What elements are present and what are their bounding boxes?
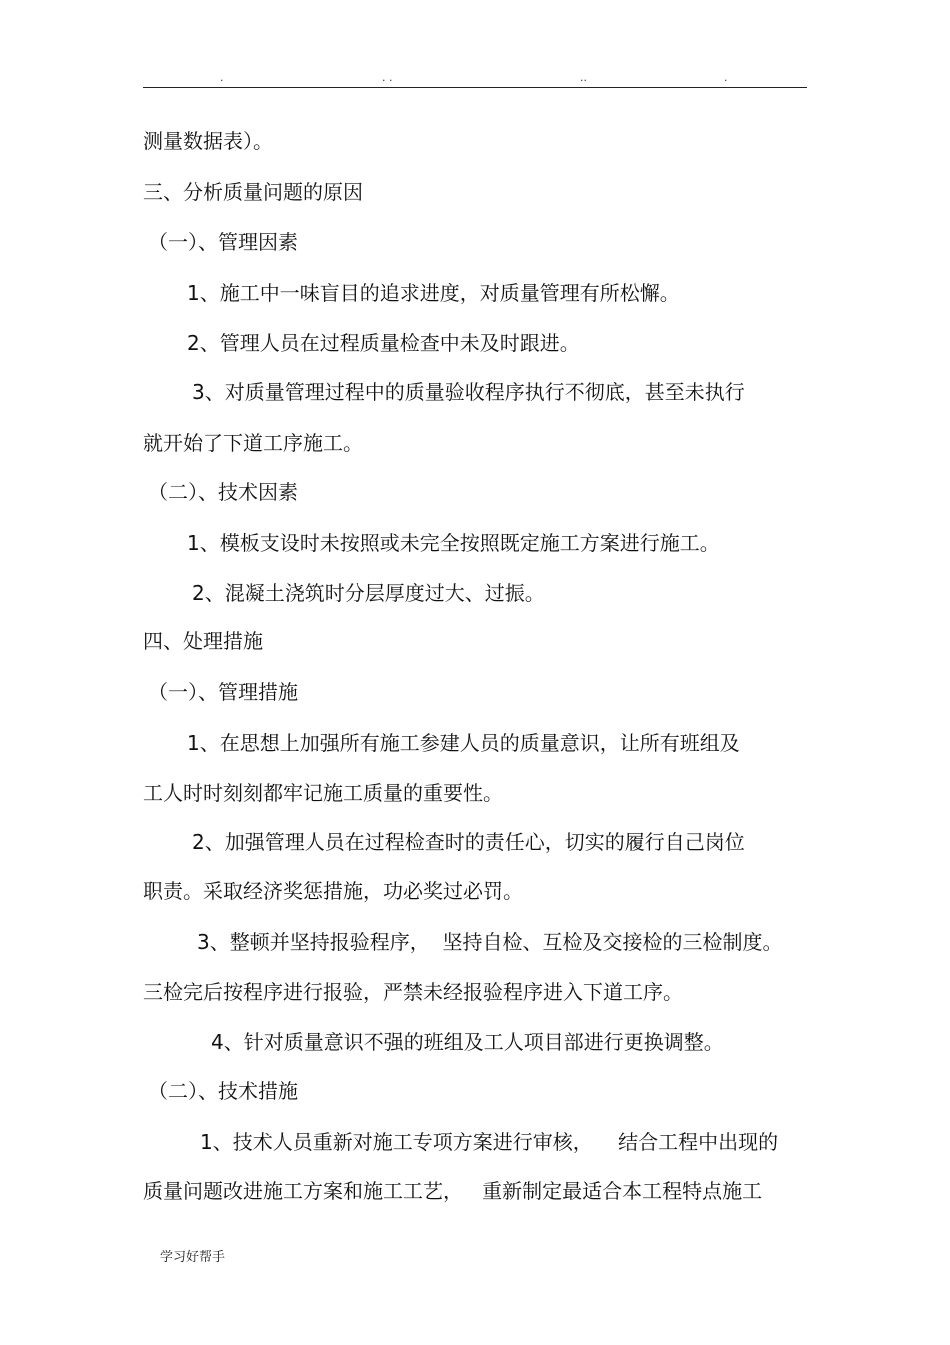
list-item: 3、整顿并坚持报验程序， 坚持自检、互检及交接检的三检制度。 — [197, 930, 783, 954]
header-dot: .. — [580, 71, 587, 84]
section-heading: 四、处理措施 — [143, 629, 263, 653]
header-dot: . . — [382, 71, 393, 84]
subsection-heading: （一）、管理措施 — [148, 680, 298, 704]
subsection-heading: （一）、管理因素 — [148, 230, 298, 254]
header-dot: . — [724, 71, 728, 84]
list-item: 2、加强管理人员在过程检查时的责任心，切实的履行自己岗位 — [192, 830, 745, 854]
list-item: 1、技术人员重新对施工专项方案进行审核， 结合工程中出现的 — [200, 1130, 779, 1154]
list-item: 4、针对质量意识不强的班组及工人项目部进行更换调整。 — [211, 1030, 724, 1054]
text-line: 工人时时刻刻都牢记施工质量的重要性。 — [143, 781, 503, 805]
list-item: 3、对质量管理过程中的质量验收程序执行不彻底，甚至未执行 — [192, 380, 745, 404]
list-item: 2、管理人员在过程质量检查中未及时跟进。 — [187, 331, 580, 355]
section-heading: 三、分析质量问题的原因 — [143, 180, 363, 204]
header-rule — [143, 87, 807, 88]
text-line: 职责。采取经济奖惩措施，功必奖过必罚。 — [143, 879, 523, 903]
list-item: 1、在思想上加强所有施工参建人员的质量意识，让所有班组及 — [187, 731, 740, 755]
footer-text: 学习好帮手 — [160, 1250, 226, 1265]
list-item: 1、模板支设时未按照或未完全按照既定施工方案进行施工。 — [187, 531, 720, 555]
list-item: 1、施工中一味盲目的追求进度，对质量管理有所松懈。 — [187, 281, 680, 305]
subsection-heading: （二）、技术因素 — [148, 480, 298, 504]
header-dot: . — [220, 71, 224, 84]
text-line: 就开始了下道工序施工。 — [143, 431, 363, 455]
list-item: 2、混凝土浇筑时分层厚度过大、过振。 — [192, 581, 545, 605]
text-line: 测量数据表）。 — [143, 129, 273, 153]
text-line: 三检完后按程序进行报验，严禁未经报验程序进入下道工序。 — [143, 980, 683, 1004]
text-line: 质量问题改进施工方案和施工工艺， 重新制定最适合本工程特点施工 — [143, 1179, 763, 1203]
subsection-heading: （二）、技术措施 — [148, 1079, 298, 1103]
